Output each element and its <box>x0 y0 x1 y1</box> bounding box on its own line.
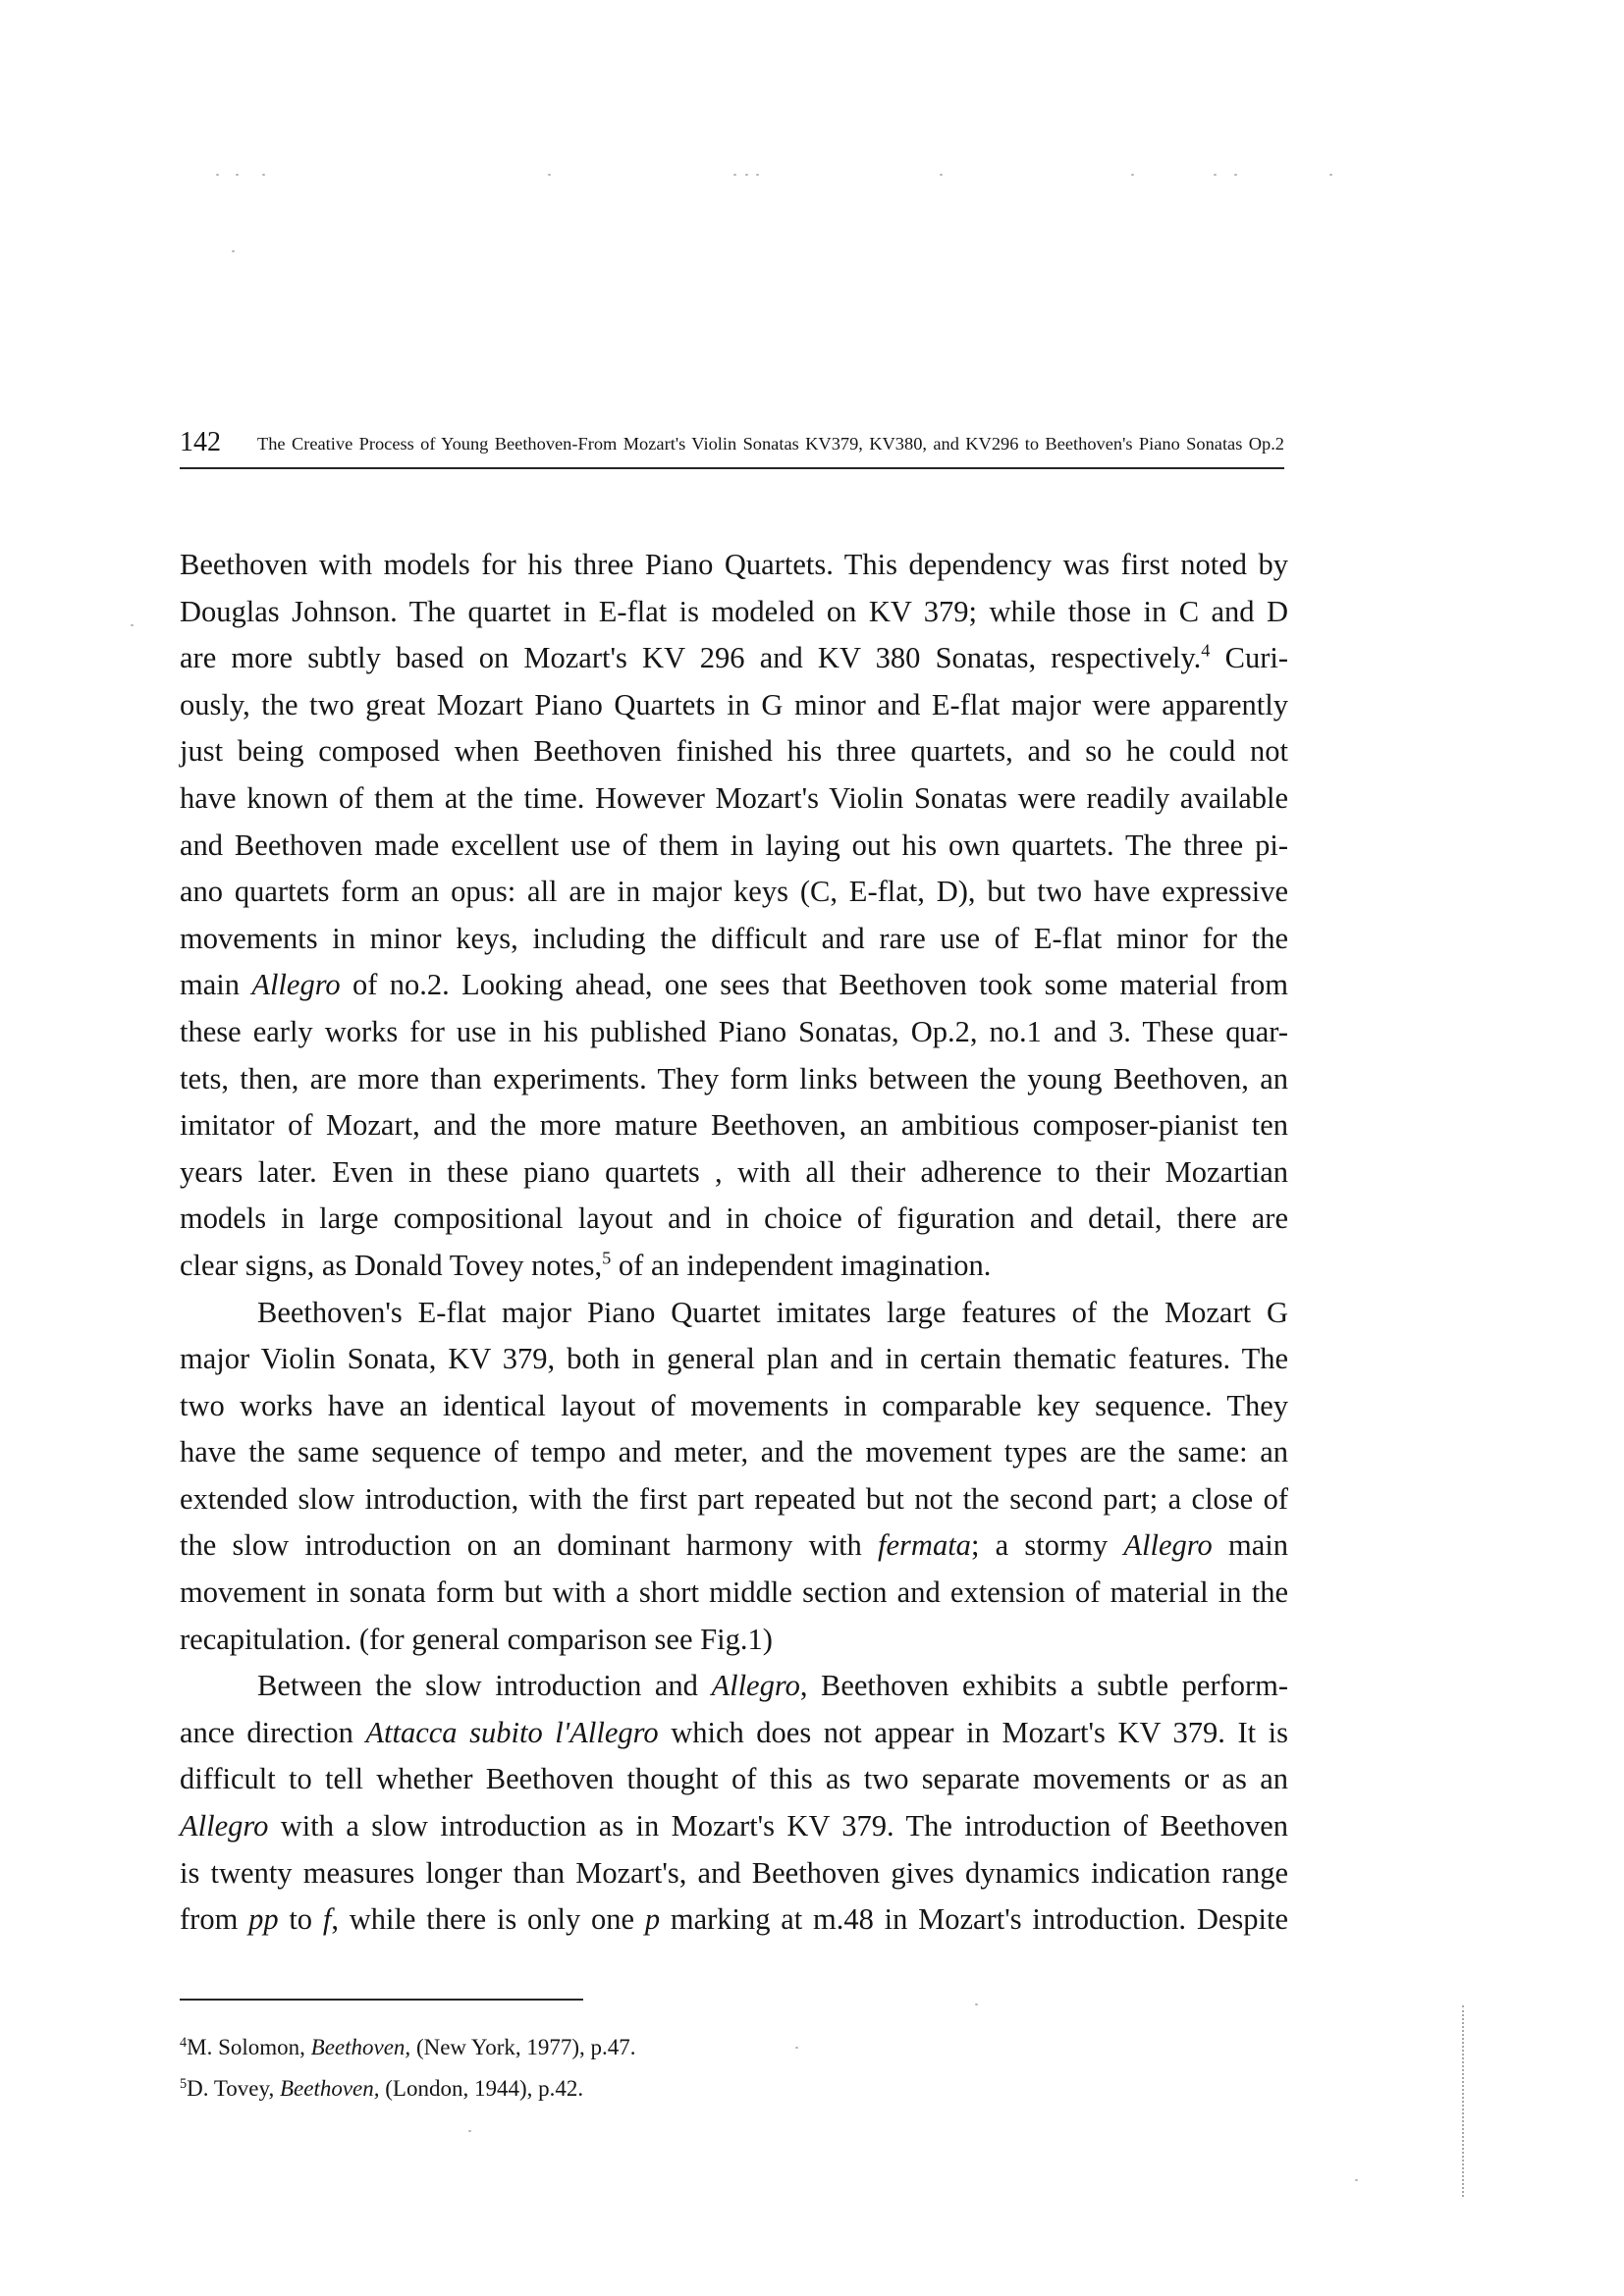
text-line <box>180 1336 1288 1383</box>
text-run: with a slow introduction as in Mozart's KV 379. The introduction of Beethoven <box>268 1809 1288 1843</box>
text-run: is twenty measures longer than Mozart's, and Beethoven gives dynamics indication range <box>180 1855 1288 1890</box>
italic-text: Attacca subito l'Allegro <box>365 1715 659 1749</box>
text-line <box>180 542 1288 589</box>
text-run: the slow introduction on an dominant harmony with <box>180 1528 879 1563</box>
footnote-rule <box>180 1999 583 2001</box>
scan-speck <box>733 174 736 176</box>
text-run: recapitulation. (for general comparison see Fig.1) <box>180 1622 773 1656</box>
scan-speck <box>975 2003 978 2005</box>
text-run: are more subtly based on Mozart's KV 296 and KV 380 Sonatas, respectively. <box>180 641 1202 675</box>
text-line <box>180 823 1288 870</box>
text-line <box>180 1196 1288 1243</box>
text-run: to <box>278 1902 323 1937</box>
italic-text: Allegro <box>711 1669 800 1703</box>
text-run: (London, 1944), p.42. <box>379 2076 584 2101</box>
footnote <box>180 2068 1288 2109</box>
text-run: imitator of Mozart, and the more mature Beethoven, an ambitious composer-pianist ten <box>180 1108 1288 1143</box>
scan-speck <box>1234 174 1237 176</box>
text-line <box>180 1102 1288 1149</box>
body-text <box>180 542 1288 1944</box>
text-line <box>180 1243 1288 1290</box>
text-run: main <box>1212 1528 1288 1563</box>
text-run: D. Tovey, <box>187 2076 280 2101</box>
text-line <box>180 1896 1288 1944</box>
footnote-reference: 5 <box>602 1248 612 1268</box>
scan-speck <box>468 2130 471 2132</box>
text-run: Douglas Johnson. The quartet in E-flat is modeled on KV 379; while those in C and D <box>180 594 1288 628</box>
text-run: difficult to tell whether Beethoven thought of this as two separate movements or as an <box>180 1762 1288 1796</box>
italic-text: Beethoven, <box>310 2035 411 2059</box>
italic-text: p <box>644 1902 661 1937</box>
text-line <box>180 1570 1288 1617</box>
scan-speck <box>1214 174 1217 176</box>
text-line <box>180 1756 1288 1803</box>
running-title: The Creative Process of Young Beethoven-From Mozart's Violin Sonatas KV379, KV380, and KV296 to Beethoven's Piano Sonatas Op.2 <box>257 434 1284 454</box>
text-line <box>180 1429 1288 1476</box>
scan-speck <box>216 174 219 176</box>
text-line <box>180 1850 1288 1897</box>
scan-speck <box>1355 2179 1358 2181</box>
text-run: movement in sonata form but with a short middle section and extension of material in the <box>180 1575 1288 1610</box>
scan-speck <box>756 174 759 176</box>
text-run: Between the slow introduction and <box>257 1669 712 1703</box>
text-run: movements in minor keys, including the difficult and rare use of E-flat minor for the <box>180 921 1288 955</box>
paragraph <box>180 1663 1288 1944</box>
text-line <box>180 1663 1288 1710</box>
text-run: (New York, 1977), p.47. <box>410 2035 636 2059</box>
text-line <box>180 1056 1288 1103</box>
footnotes <box>180 2027 1288 2109</box>
scan-speck <box>940 174 943 176</box>
italic-text: Allegro <box>1123 1528 1213 1563</box>
text-run: extended slow introduction, with the first part repeated but not the second part; a close of <box>180 1481 1288 1516</box>
text-line <box>180 1710 1288 1757</box>
scan-speck <box>745 174 748 176</box>
text-line <box>180 1383 1288 1430</box>
text-run: ano quartets form an opus: all are in major keys (C, E-flat, D), but two have expressive <box>180 875 1288 909</box>
text-run: years later. Even in these piano quartets , with all their adherence to their Mozartian <box>180 1154 1288 1189</box>
text-run: models in large compositional layout and in choice of figuration and detail, there are <box>180 1201 1288 1236</box>
text-run: of an independent imagination. <box>611 1248 992 1282</box>
italic-text: fermata <box>878 1528 971 1563</box>
text-line <box>180 1803 1288 1850</box>
text-run: from <box>180 1902 249 1937</box>
text-run: ; a stormy <box>970 1528 1124 1563</box>
scan-speck <box>548 174 551 176</box>
paragraph <box>180 542 1288 1290</box>
text-run: main <box>180 968 252 1002</box>
text-run: have the same sequence of tempo and meter, and the movement types are the same: an <box>180 1435 1288 1469</box>
text-run: and Beethoven made excellent use of them in laying out his own quartets. The three pi- <box>180 828 1288 862</box>
text-line <box>180 1149 1288 1197</box>
text-run: M. Solomon, <box>187 2035 311 2059</box>
footnote <box>180 2027 1288 2068</box>
scan-speck <box>1329 174 1332 176</box>
text-run: , while there is only one <box>331 1902 645 1937</box>
italic-text: Allegro <box>251 968 341 1002</box>
text-line <box>180 916 1288 963</box>
text-run: ance direction <box>180 1715 366 1749</box>
footnote-mark: 5 <box>180 2076 188 2093</box>
text-run: Curi- <box>1210 641 1289 675</box>
text-line <box>180 589 1288 636</box>
text-run: clear signs, as Donald Tovey notes, <box>180 1248 603 1282</box>
text-run: Beethoven's E-flat major Piano Quartet imitates large features of the Mozart G <box>257 1295 1288 1329</box>
text-run: of no.2. Looking ahead, one sees that Beethoven took some material from <box>340 968 1288 1002</box>
text-run: , Beethoven exhibits a subtle perform- <box>799 1669 1288 1703</box>
scan-speck <box>232 250 235 252</box>
text-run: major Violin Sonata, KV 379, both in general plan and in certain thematic features. The <box>180 1342 1288 1376</box>
footnote-reference: 4 <box>1201 640 1211 661</box>
text-run: which does not appear in Mozart's KV 379. It is <box>658 1715 1289 1749</box>
text-line <box>180 962 1288 1009</box>
footnote-mark: 4 <box>180 2035 188 2052</box>
text-run: have known of them at the time. However Mozart's Violin Sonatas were readily available <box>180 780 1288 815</box>
italic-text: f <box>322 1902 332 1937</box>
text-line <box>180 869 1288 916</box>
text-run: Beethoven with models for his three Piano Quartets. This dependency was first noted by <box>180 548 1288 581</box>
scan-speck <box>262 174 265 176</box>
italic-text: Allegro <box>180 1809 269 1843</box>
text-line <box>180 1617 1288 1664</box>
scan-speck <box>1131 174 1134 176</box>
text-run: these early works for use in his published Piano Sonatas, Op.2, no.1 and 3. These quar- <box>180 1014 1288 1048</box>
paragraph <box>180 1290 1288 1664</box>
text-line <box>180 635 1288 682</box>
scan-artifact-line <box>1462 2005 1464 2197</box>
text-line <box>180 1476 1288 1523</box>
scan-speck <box>131 624 134 626</box>
text-run: tets, then, are more than experiments. They form links between the young Beethoven, an <box>180 1061 1288 1095</box>
header-rule <box>180 467 1284 469</box>
scan-speck <box>236 174 239 176</box>
text-run: just being composed when Beethoven finished his three quartets, and so he could not <box>180 734 1288 769</box>
scan-speck <box>795 2047 798 2049</box>
italic-text: Beethoven, <box>279 2076 380 2101</box>
text-line <box>180 1522 1288 1570</box>
text-line <box>180 1290 1288 1337</box>
text-run: two works have an identical layout of movements in comparable key sequence. They <box>180 1388 1288 1422</box>
text-line <box>180 728 1288 775</box>
italic-text: pp <box>248 1902 279 1937</box>
page-number: 142 <box>180 427 221 457</box>
text-run: ously, the two great Mozart Piano Quartets in G minor and E-flat major were apparently <box>180 687 1288 721</box>
text-line <box>180 682 1288 729</box>
text-line <box>180 1009 1288 1056</box>
text-line <box>180 775 1288 823</box>
text-run: marking at m.48 in Mozart's introduction. Despite <box>660 1902 1288 1937</box>
